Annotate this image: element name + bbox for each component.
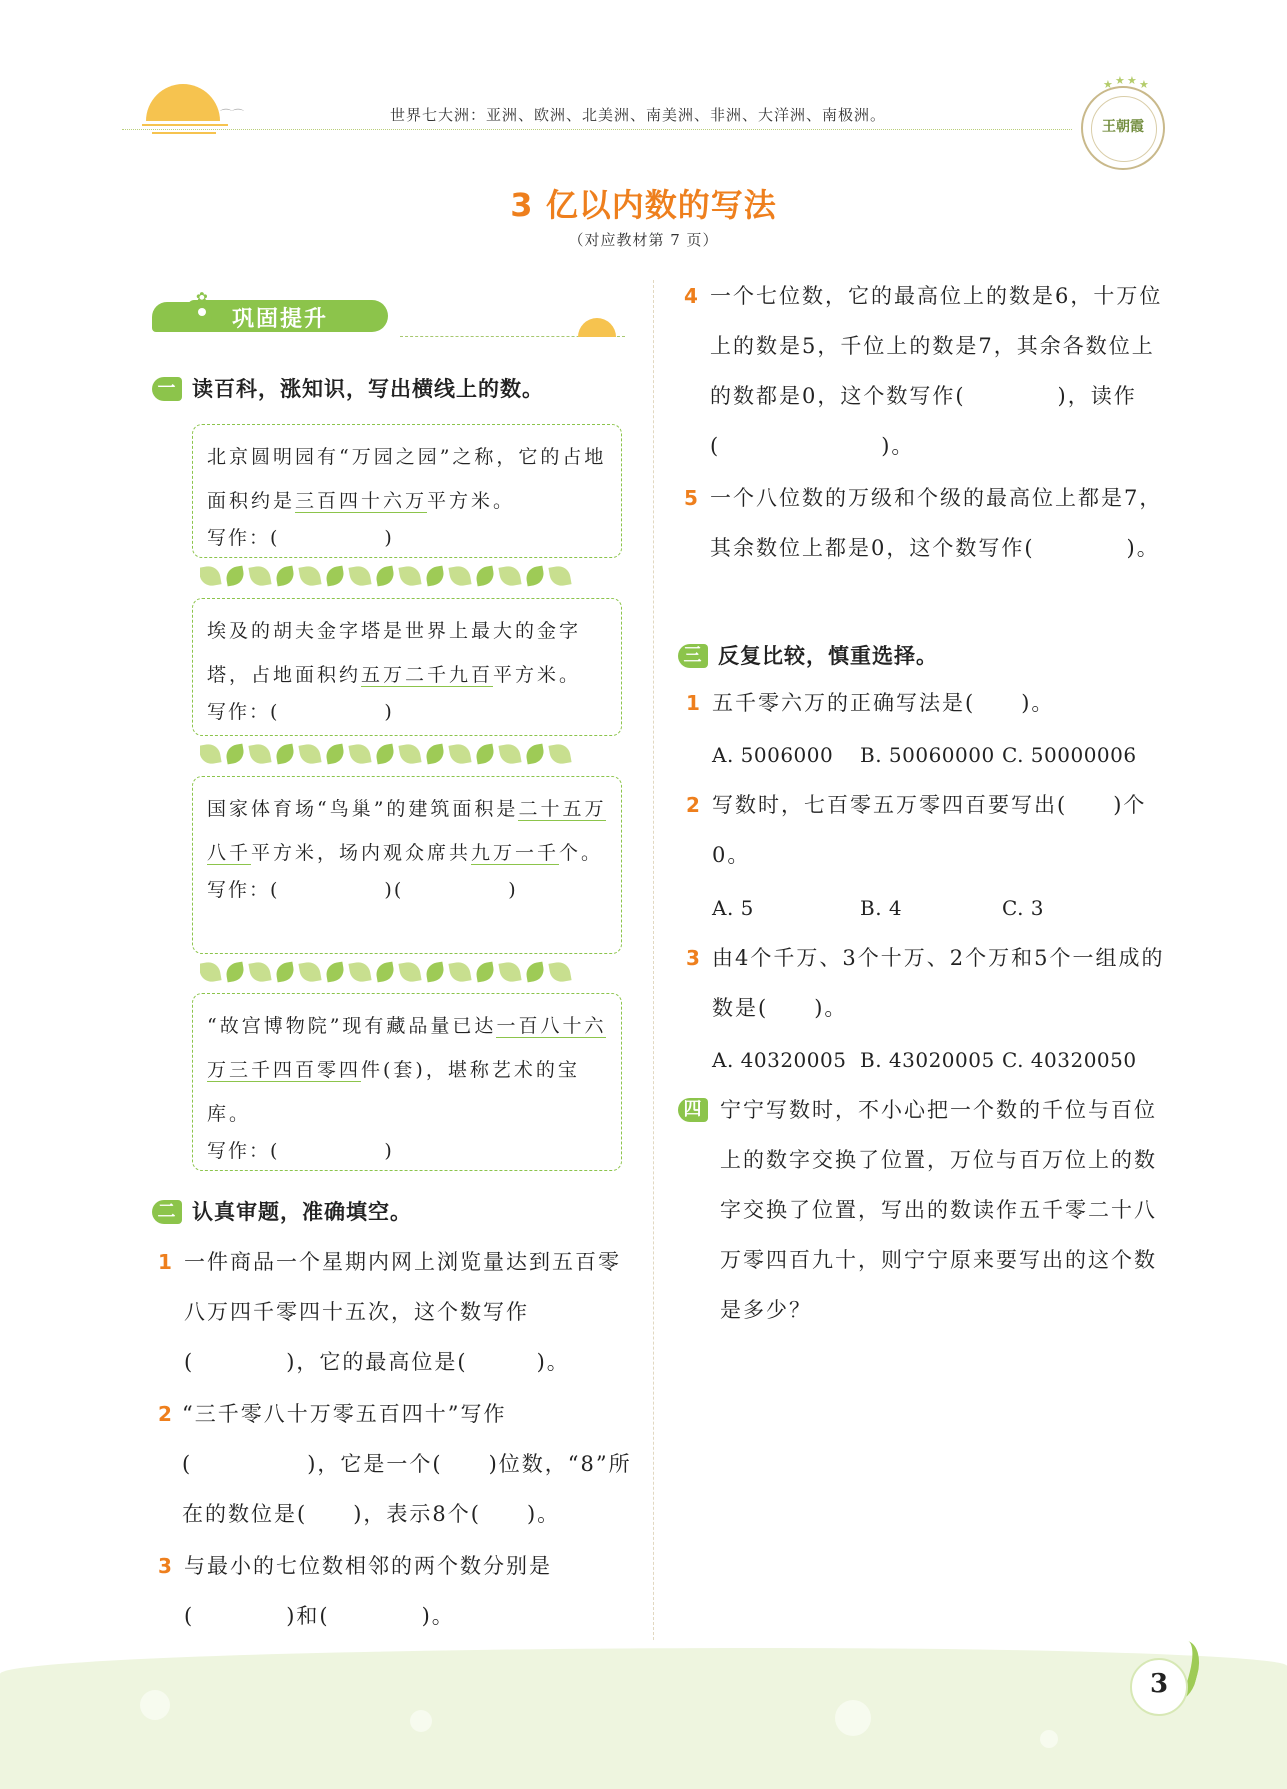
underlined-number: 五万二千九百 [361, 664, 494, 686]
leaf-icon [348, 961, 371, 983]
option-a[interactable]: A. 5006000 [712, 743, 834, 767]
leaf-icon [448, 565, 471, 587]
leaf-icon [398, 743, 421, 765]
whale-eye [198, 308, 206, 316]
leaf-icon [200, 961, 222, 983]
leaf-divider [200, 565, 620, 591]
banner-label: 巩固提升 [232, 307, 329, 332]
leaf-icon [225, 565, 246, 586]
section2-heading [152, 1196, 412, 1226]
leaf-icon [348, 743, 371, 765]
option-c[interactable]: C. 50000006 [1002, 743, 1137, 767]
answer-line[interactable]: 写作：( ) [207, 527, 394, 549]
question-text: 与最小的七位数相邻的两个数分别是( )和( )。 [184, 1554, 552, 1628]
answer-line[interactable]: 写作：( )( ) [207, 879, 518, 901]
leaf-icon [548, 743, 571, 765]
bubble-decoration [410, 1710, 432, 1732]
question-number: 2 [686, 793, 700, 817]
leaf-icon [525, 743, 546, 764]
star-icon: ★ [1139, 78, 1149, 91]
bubble-decoration [140, 1690, 170, 1720]
footer-background [0, 1648, 1287, 1789]
section1-title: 读百科，涨知识，写出横线上的数。 [192, 377, 544, 401]
section1-heading [152, 373, 544, 403]
leaf-icon [225, 961, 246, 982]
text: 个。 [559, 842, 604, 864]
leaf-icon [325, 961, 346, 982]
star-icon: ★ [1127, 74, 1137, 87]
section2-badge: 二 [152, 1200, 182, 1224]
star-icon: ★ [1103, 78, 1113, 91]
text: 平方米。 [493, 664, 582, 686]
option-b[interactable]: B. 50060000 [860, 743, 995, 767]
bird-icon: ⌒⌒ [220, 108, 245, 122]
leaf-icon [448, 743, 471, 765]
question-number: 5 [684, 486, 698, 510]
leaf-icon [425, 743, 446, 764]
page-number: 3 [1149, 1669, 1169, 1699]
leaf-icon [375, 743, 396, 764]
text: “故宫博物院”现有藏品量已达 [207, 1015, 497, 1037]
question-number: 3 [686, 946, 700, 970]
header-continents: 世界七大洲：亚洲、欧洲、北美洲、南美洲、非洲、大洋洲、南极洲。 [390, 106, 887, 124]
option-c[interactable]: C. 3 [1002, 896, 1045, 920]
section1-badge: 一 [152, 377, 182, 401]
question-text: 由4个千万、3个十万、2个万和5个一组成的数是( )。 [712, 946, 1165, 1020]
leaf-icon [298, 961, 321, 983]
leaf-icon [248, 743, 271, 765]
info-box-1 [192, 424, 622, 558]
publisher-logo [1081, 74, 1165, 170]
question-number: 2 [158, 1402, 172, 1426]
underlined-number: 二十五万八千 [207, 798, 607, 864]
sun-decoration [146, 84, 220, 121]
leaf-icon [475, 961, 496, 982]
leaf-icon [248, 565, 271, 587]
sun-line [142, 124, 228, 126]
leaf-icon [525, 961, 546, 982]
leaf-icon [248, 961, 271, 983]
answer-line[interactable]: 写作：( ) [207, 701, 394, 723]
info-box-4-text [207, 1004, 607, 1136]
leaf-icon [548, 565, 571, 587]
option-a[interactable]: A. 5 [712, 896, 754, 920]
sun-small-icon [578, 318, 616, 337]
section4-heading [678, 1098, 718, 1122]
answer-line[interactable]: 写作：( ) [207, 1140, 394, 1162]
text: 埃及的胡夫金字塔是世界上最大的金字塔，占地面积约 [207, 620, 582, 686]
info-box-3-text [207, 787, 607, 875]
question-text: 一个七位数，它的最高位上的数是6，十万位上的数是5，千位上的数是7，其余各数位上的数都是0，这个数写作( )，读作( )。 [710, 284, 1163, 458]
leaf-icon [475, 743, 496, 764]
leaf-icon [425, 565, 446, 586]
option-c[interactable]: C. 40320050 [1002, 1048, 1137, 1072]
leaf-icon [348, 565, 371, 587]
text: 国家体育场“鸟巢”的建筑面积是 [207, 798, 519, 820]
leaf-divider [200, 961, 620, 987]
leaf-icon [525, 565, 546, 586]
options-row [712, 896, 1044, 920]
option-a[interactable]: A. 40320005 [712, 1048, 847, 1072]
question-number: 1 [686, 691, 700, 715]
leaf-icon [498, 743, 521, 765]
text: 平方米。 [427, 490, 516, 512]
leaf-icon [298, 565, 321, 587]
text: 平方米，场内观众席共 [251, 842, 472, 864]
leaf-icon [398, 565, 421, 587]
leaf-icon [275, 743, 296, 764]
logo-text: 王朝霞 [1102, 119, 1144, 135]
section3-title: 反复比较，慎重选择。 [718, 644, 938, 668]
info-box-3 [192, 776, 622, 954]
leaf-icon [200, 565, 222, 587]
bubble-decoration [1040, 1730, 1058, 1748]
section4-badge: 四 [678, 1098, 708, 1122]
options-row [712, 743, 1137, 767]
spout-icon: ✿ [196, 290, 208, 306]
question-text: 一件商品一个星期内网上浏览量达到五百零八万四千零四十五次，这个数写作( )，它的最高位是( )。 [184, 1250, 621, 1374]
leaf-icon [548, 961, 571, 983]
info-box-2-text [207, 609, 607, 697]
section3-badge: 三 [678, 644, 708, 668]
info-box-1-text [207, 435, 607, 523]
section4-text: 宁宁写数时，不小心把一个数的千位与百位上的数字交换了位置，万位与百万位上的数字交换了位置，写出的数读作五千零二十八万零四百九十，则宁宁原来要写出的这个数是多少？ [720, 1098, 1157, 1322]
info-box-2 [192, 598, 622, 736]
text: 件(套)，堪称艺术的宝库。 [207, 1059, 580, 1125]
section2-title: 认真审题，准确填空。 [192, 1200, 412, 1224]
leaf-icon [398, 961, 421, 983]
option-b[interactable]: B. 43020005 [860, 1048, 995, 1072]
leaf-icon [375, 565, 396, 586]
question-number: 1 [158, 1250, 172, 1274]
leaf-icon [448, 961, 471, 983]
leaf-icon [200, 743, 222, 765]
sun-line [152, 132, 216, 134]
section-banner [152, 290, 394, 336]
leaf-icon [498, 961, 521, 983]
info-box-4 [192, 993, 622, 1171]
underlined-number: 三百四十六万 [295, 490, 428, 512]
options-row [712, 1048, 1137, 1072]
leaf-icon [325, 565, 346, 586]
section3-heading [678, 640, 938, 670]
question-number: 3 [158, 1554, 172, 1578]
star-icon: ★ [1115, 74, 1125, 87]
page-number-badge [1130, 1658, 1188, 1716]
question-text: 五千零六万的正确写法是( )。 [712, 691, 1055, 715]
column-divider [653, 280, 654, 1640]
leaf-icon [325, 743, 346, 764]
underlined-number: 一百八十六万三千四百零四 [207, 1015, 607, 1081]
leaf-icon [225, 743, 246, 764]
option-b[interactable]: B. 4 [860, 896, 903, 920]
leaf-icon [275, 961, 296, 982]
page-title: 3 亿以内数的写法 [510, 186, 777, 224]
question-text: “三千零八十万零五百四十”写作( )，它是一个( )位数，“8”所在的数位是( )，表示8个( )。 [182, 1402, 632, 1526]
leaf-icon [498, 565, 521, 587]
leaf-icon [375, 961, 396, 982]
bubble-decoration [835, 1700, 871, 1736]
whale-icon [152, 302, 212, 332]
leaf-divider [200, 743, 620, 769]
underlined-number: 九万一千 [471, 842, 560, 864]
question-text: 写数时，七百零五万零四百要写出( )个0。 [712, 793, 1147, 867]
header-line [122, 129, 1072, 130]
leaf-icon [425, 961, 446, 982]
page-subtitle: （对应教材第 7 页） [568, 231, 719, 249]
leaf-icon [275, 565, 296, 586]
leaf-icon [298, 743, 321, 765]
question-number: 4 [684, 284, 698, 308]
question-text: 一个八位数的万级和个级的最高位上都是7，其余数位上都是0，这个数写作( )。 [710, 486, 1163, 560]
leaf-icon [475, 565, 496, 586]
text: 北京圆明园有“万园之园”之称，它的占地面积约是 [207, 446, 607, 512]
